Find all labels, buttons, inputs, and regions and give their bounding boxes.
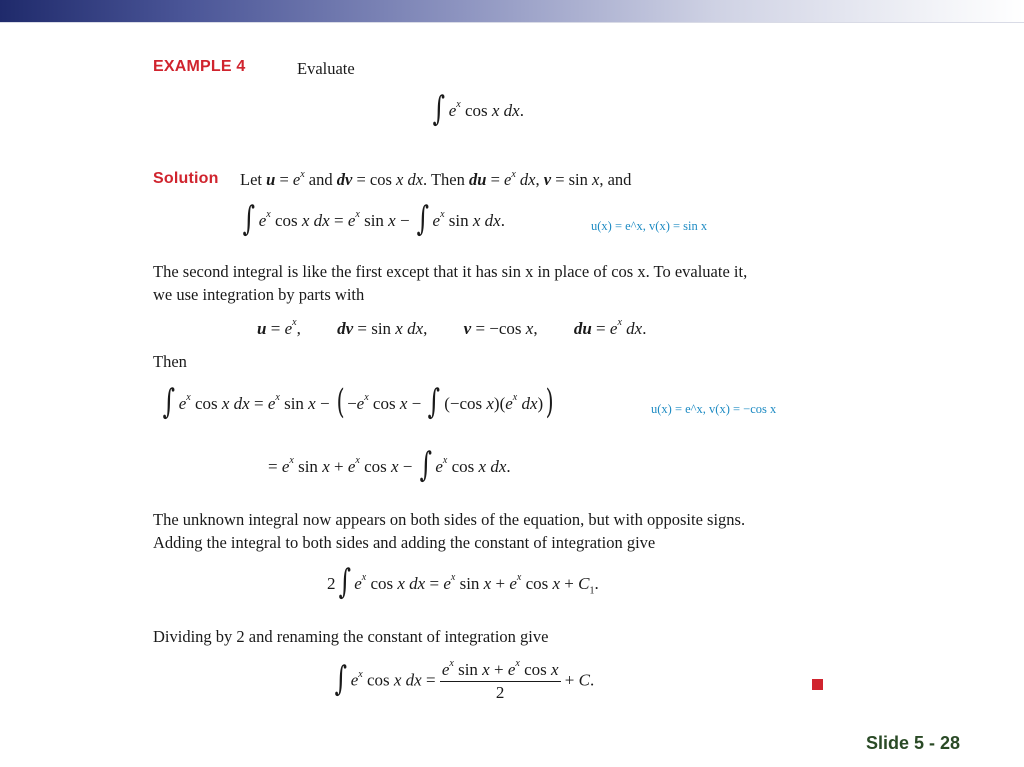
combined-equation: 2∫ $e^x$ cos x dx = $e^x$ $\sin x + e^x$ $\cos x + C_1$. (327, 562, 599, 602)
integral-sign: ∫ (432, 89, 446, 129)
example-prompt: Evaluate (297, 59, 355, 78)
paragraph-unknown-line2: Adding the integral to both sides and adding the constant of integration give (153, 533, 656, 552)
paragraph-second-integral-line1: The second integral is like the first except that it has sin x in place of cos x. To evaluate it, (153, 262, 748, 281)
integral-sign: ∫ (416, 199, 429, 239)
note-u-v-2: u(x) = e^x, v(x) = −cos x (651, 402, 777, 416)
end-of-proof-square-icon (812, 679, 823, 690)
integral-sign: ∫ (428, 382, 441, 422)
integral-sign: ∫ (162, 382, 176, 422)
integral-sign: ∫ (242, 199, 256, 239)
note-u-v-1: u(x) = e^x, v(x) = sin x (591, 219, 708, 233)
slide-number: Slide 5 - 28 (866, 733, 961, 753)
integral-sign: ∫ (419, 445, 432, 485)
parts-equation-3: = $e^x$ $\sin x + e^x$ cos x − ∫ $e^x$ cos x dx. (268, 445, 511, 485)
paragraph-dividing: Dividing by 2 and renaming the constant of integration give (153, 627, 549, 646)
parts-equation-1: ∫ $e^x$ cos x dx = $e^x$ sin x − ∫ $e^x$ sin x dx. (242, 199, 505, 239)
problem-integral: ∫ $e^x$ cos x dx. (432, 89, 524, 129)
final-fraction: $\frac{e^x \sin x + e^x \cos x}{2}$ (441, 658, 559, 702)
solution-label: Solution (153, 170, 219, 187)
paragraph-second-integral-line2: we use integration by parts with (153, 285, 365, 304)
integral-sign: ∫ (334, 658, 348, 699)
example-label: EXAMPLE 4 (153, 58, 246, 75)
parts-equation-2: ∫ $e^x$ cos x dx = $e^x$ sin x − ( $-e^x$ cos x − ∫ (−cos $x)(e^x$ dx)) (162, 382, 554, 422)
then-text: Then (153, 352, 187, 371)
solution-intro: Let $u = e^x$ and dv = cos x dx. Then du = $e^x$ dx, v = sin x, and (240, 168, 632, 189)
integral-sign: ∫ (338, 562, 351, 602)
title-bar-gradient (0, 0, 1024, 22)
final-equation: ∫ $e^x$ cos x dx = $\frac{e^x \sin x + e^x \cos x}{2}$ + C. (334, 658, 595, 702)
substitution-line: $u = e^x$, dv = sin x dx, v = −cos x, du = $e^x$ dx. (257, 317, 647, 338)
title-bar-divider (0, 22, 1024, 23)
paragraph-unknown-line1: The unknown integral now appears on both sides of the equation, but with opposite signs. (153, 510, 746, 529)
